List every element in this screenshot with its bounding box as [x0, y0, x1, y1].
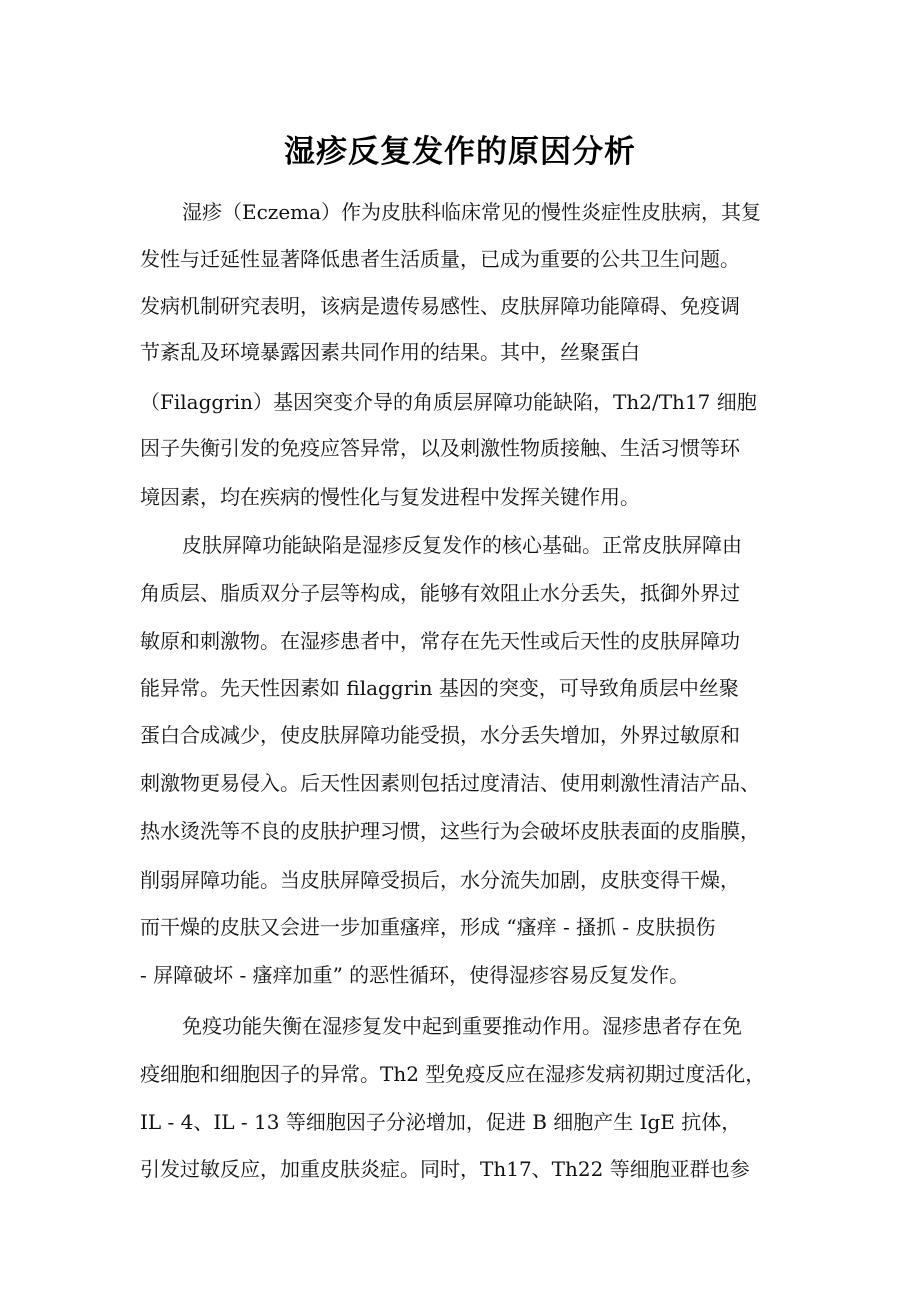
paragraph-line: IL - 4、IL - 13 等细胞因子分泌增加，促进 B 细胞产生 IgE 抗体，: [140, 1110, 742, 1134]
paragraph-line: 而干燥的皮肤又会进一步加重瘙痒，形成 “瘙痒 - 搔抓 - 皮肤损伤: [140, 915, 716, 939]
paragraph-line: 发病机制研究表明，该病是遗传易感性、皮肤屏障功能障碍、免疫调: [140, 294, 740, 318]
paragraph-line: 能异常。先天性因素如 filaggrin 基因的突变，可导致角质层中丝聚: [140, 676, 739, 700]
paragraph-line: 蛋白合成减少，使皮肤屏障功能受损，水分丢失增加，外界过敏原和: [140, 723, 740, 747]
paragraph-line: 免疫功能失衡在湿疹复发中起到重要推动作用。湿疹患者存在免: [182, 1014, 742, 1038]
paragraph-line: 角质层、脂质双分子层等构成，能够有效阻止水分丢失，抵御外界过: [140, 581, 740, 605]
paragraph-line: 敏原和刺激物。在湿疹患者中，常存在先天性或后天性的皮肤屏障功: [140, 629, 740, 653]
paragraph-line: 引发过敏反应，加重皮肤炎症。同时，Th17、Th22 等细胞亚群也参: [140, 1157, 750, 1181]
paragraph-line: 节紊乱及环境暴露因素共同作用的结果。其中，丝聚蛋白: [140, 340, 640, 364]
paragraph-line: 因子失衡引发的免疫应答异常，以及刺激性物质接触、生活习惯等环: [140, 436, 740, 460]
paragraph-line: 热水烫洗等不良的皮肤护理习惯，这些行为会破坏皮肤表面的皮脂膜，: [140, 819, 760, 843]
paragraph-line: 皮肤屏障功能缺陷是湿疹反复发作的核心基础。正常皮肤屏障由: [182, 533, 742, 557]
paragraph-line: 湿疹（Eczema）作为皮肤科临床常见的慢性炎症性皮肤病，其复: [182, 200, 762, 224]
paragraph-line: - 屏障破坏 - 瘙痒加重” 的恶性循环，使得湿疹容易反复发作。: [140, 963, 690, 987]
paragraph-line: （Filaggrin）基因突变介导的角质层屏障功能缺陷，Th2/Th17 细胞: [140, 390, 757, 414]
paragraph-line: 疫细胞和细胞因子的异常。Th2 型免疫反应在湿疹发病初期过度活化，: [140, 1062, 766, 1086]
paragraph-line: 境因素，均在疾病的慢性化与复发进程中发挥关键作用。: [140, 485, 640, 509]
paragraph-line: 发性与迁延性显著降低患者生活质量，已成为重要的公共卫生问题。: [140, 247, 740, 271]
paragraph-line: 刺激物更易侵入。后天性因素则包括过度清洁、使用刺激性清洁产品、: [140, 771, 760, 795]
paragraph-line: 削弱屏障功能。当皮肤屏障受损后，水分流失加剧，皮肤变得干燥，: [140, 868, 740, 892]
document-title: 湿疹反复发作的原因分析: [284, 134, 636, 170]
